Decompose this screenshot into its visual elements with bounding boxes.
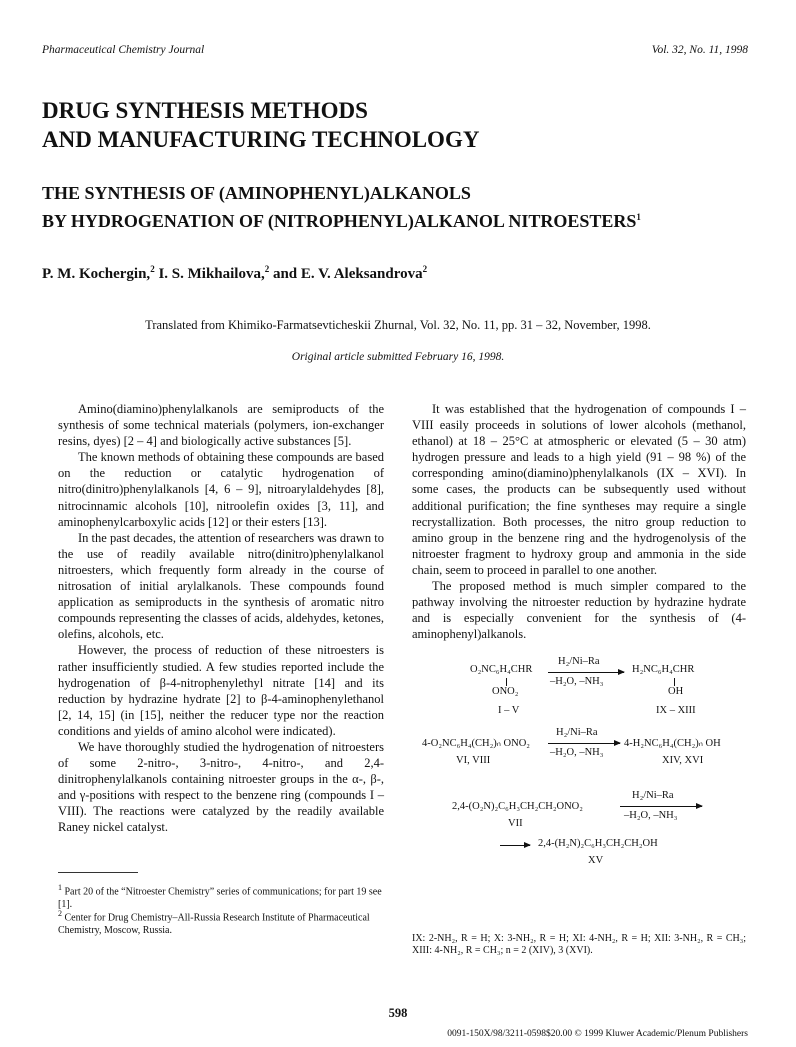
footnote-text: Part 20 of the “Nitroester Chemistry” series of communications; for part 19 see [1]. [58,886,382,910]
byproduct-label: –H₂O, –NH₃ [550,676,604,687]
compound-label: IX – XIII [656,705,696,716]
submission-date: Original article submitted February 16, 1998. [291,351,505,363]
journal-name: Pharmaceutical Chemistry Journal [42,44,205,56]
product-substituent: OH [668,686,684,697]
product-formula: 4-H₂NC₆H₄(CH₂)ₙ OH [624,738,721,749]
bond-line [674,678,675,686]
byproduct-label: –H₂O, –NH₃ [624,810,678,821]
reagent-label: H₂/Ni–Ra [558,656,600,667]
reactant-formula: 4-O₂NC₆H₄(CH₂)ₙ ONO₂ [422,738,530,749]
footnote-mark: 2 [58,909,62,918]
section-title-line-1: DRUG SYNTHESIS METHODS [42,98,368,123]
author-list [42,264,427,283]
paragraph: We have thoroughly studied the hydrogenation of nitroesters of some 2-nitro-, 3-nitro-, 4-nitro-, and 2,4-dinitrophenylalkanols containing nitroester groups in the α-, β-, and γ-positions with respect to the benzene ring (compounds I – VIII). The reactions were catalyzed by the readily available Raney nickel catalyst. [58,739,384,835]
compound-label: XIV, XVI [662,755,704,766]
volume-info: Vol. 32, No. 11, 1998 [651,44,748,56]
article-title [42,181,772,233]
body-column-left [58,401,384,836]
reactant-formula: O₂NC₆H₄CHR [470,664,533,675]
compound-label: XV [588,855,604,866]
compound-label: VI, VIII [456,755,491,766]
reaction-arrow [548,743,620,744]
footnote [58,882,384,911]
paragraph: The known methods of obtaining these compounds are based on the reduction or catalytic hydrogenation of nitro(dinitro)phenylalkanols [4, 6 – 9], nitroarylaldehydes [8], nitrocinnamic alcohols [10], nitroolefin oxides [3, 11], and aminophenylcarboxylic acids [12] or their esters [13]. [58,450,384,529]
body-column-right [412,401,746,642]
article-title-line-2: BY HYDROGENATION OF (NITROPHENYL)ALKANOL NITROESTERS$^1$ [42,211,641,231]
reaction-arrow [620,806,702,807]
paragraph: In the past decades, the attention of researchers was drawn to the use of readily available nitro(dinitro)phenylalkanol nitroesters, which frequently form already in the course of nitrosation of initial arylalkanols. These compounds found application as semiproducts in the synthesis of aromatic nitro compounds representing the classes of acids, aldehydes, ketones, olefins, alcohols, etc. [58,530,384,642]
affiliation-mark: 2 [264,264,270,274]
reagent-label: H₂/Ni–Ra [556,727,598,738]
paragraph: However, the process of reduction of these nitroesters is rather insufficiently studied. A few studies reported include the hydrogenation of β-4-nitrophenylethyl nitrate [14] and its reduction by hydrazine hydrate [2] to β-4-aminophenylethanol [2, 14, 15] (in [15], neither the reducer type nor the reaction conditions and yields of amino alcohol were indicated). [58,643,384,738]
reaction-arrow [500,845,530,846]
author-name: P. M. Kochergin, [42,266,151,282]
reagent-label: H₂/Ni–Ra [632,790,674,801]
reactant-formula: 2,4-(O₂N)₂C₆H₃CH₂CH₂ONO₂ [452,801,583,812]
page-number: 598 [388,1006,408,1020]
footnote-mark: 1 [636,212,641,222]
bond-line [506,678,507,686]
product-formula: H₂NC₆H₄CHR [632,664,695,675]
affiliation-mark: 2 [150,264,155,274]
byproduct-label: –H₂O, –NH₃ [550,747,604,758]
reaction-scheme [412,655,746,920]
affiliation-mark: 2 [422,264,428,274]
compound-label: VII [508,818,523,829]
paragraph: The proposed method is much simpler compared to the pathway involving the nitroester reduction by hydrazine hydrate and is especially convenient for the synthesis of (4-aminophenyl)alkanols. [412,579,746,642]
section-title [42,96,762,154]
product-formula: 2,4-(H₂N)₂C₆H₃CH₂CH₂OH [538,838,658,849]
reaction-arrow [548,672,624,673]
article-title-line-1: THE SYNTHESIS OF (AMINOPHENYL)ALKANOLS [42,183,471,203]
paragraph: It was established that the hydrogenation of compounds I – VIII easily proceeds in solutions of lower alcohols (methanol, ethanol) at 18 – 25°C at atmospheric or elevated (5 – 30 atm) hydrogen pressure and leads to a high yield (91 – 98 %) of the corresponding amino(diamino)phenylalkanols (IX – XVI). In some cases, the products can be subsequently used without additional purification; the fine syntheses may require a single recrystallization. Both processes, the nitro group reduction to amino group in the benzene ring and the hydrogenolysis of the nitroester fragment to hydroxy group and ammonia in the side chain, seem to proceed in parallel to one another. [412,402,746,577]
scheme-legend: IX: 2-NH₂, R = H; X: 3-NH₂, R = H; XI: 4-NH₂, R = H; XII: 3-NH₂, R = CH₃; XIII: 4-NH₂, R = CH₃; n = 2 (XIV), 3 (XVI). [412,933,746,957]
compound-label: I – V [498,705,520,716]
copyright-line: 0091-150X/98/3211-0598$20.00 © 1999 Kluwer Academic/Plenum Publishers [447,1029,748,1039]
reactant-substituent: ONO₂ [492,686,519,697]
footnote-divider [58,872,138,873]
paragraph: Amino(diamino)phenylalkanols are semiproducts of the synthesis of some technical materials (polymers, ion-exchanger resins, dyes) [2 – 4] and biologically active substances [5]. [58,402,384,449]
author-name: I. S. Mikhailova, [158,266,265,282]
footnote-text: Center for Drug Chemistry–All-Russia Research Institute of Pharmaceutical Chemistry, Moscow, Russia. [58,912,370,936]
footnote [58,908,384,937]
footnote-mark: 1 [58,883,62,892]
author-name: and E. V. Aleksandrova [272,266,423,282]
section-title-line-2: AND MANUFACTURING TECHNOLOGY [42,127,480,152]
translation-note: Translated from Khimiko-Farmatsevticheskii Zhurnal, Vol. 32, No. 11, pp. 31 – 32, November, 1998. [145,318,651,332]
